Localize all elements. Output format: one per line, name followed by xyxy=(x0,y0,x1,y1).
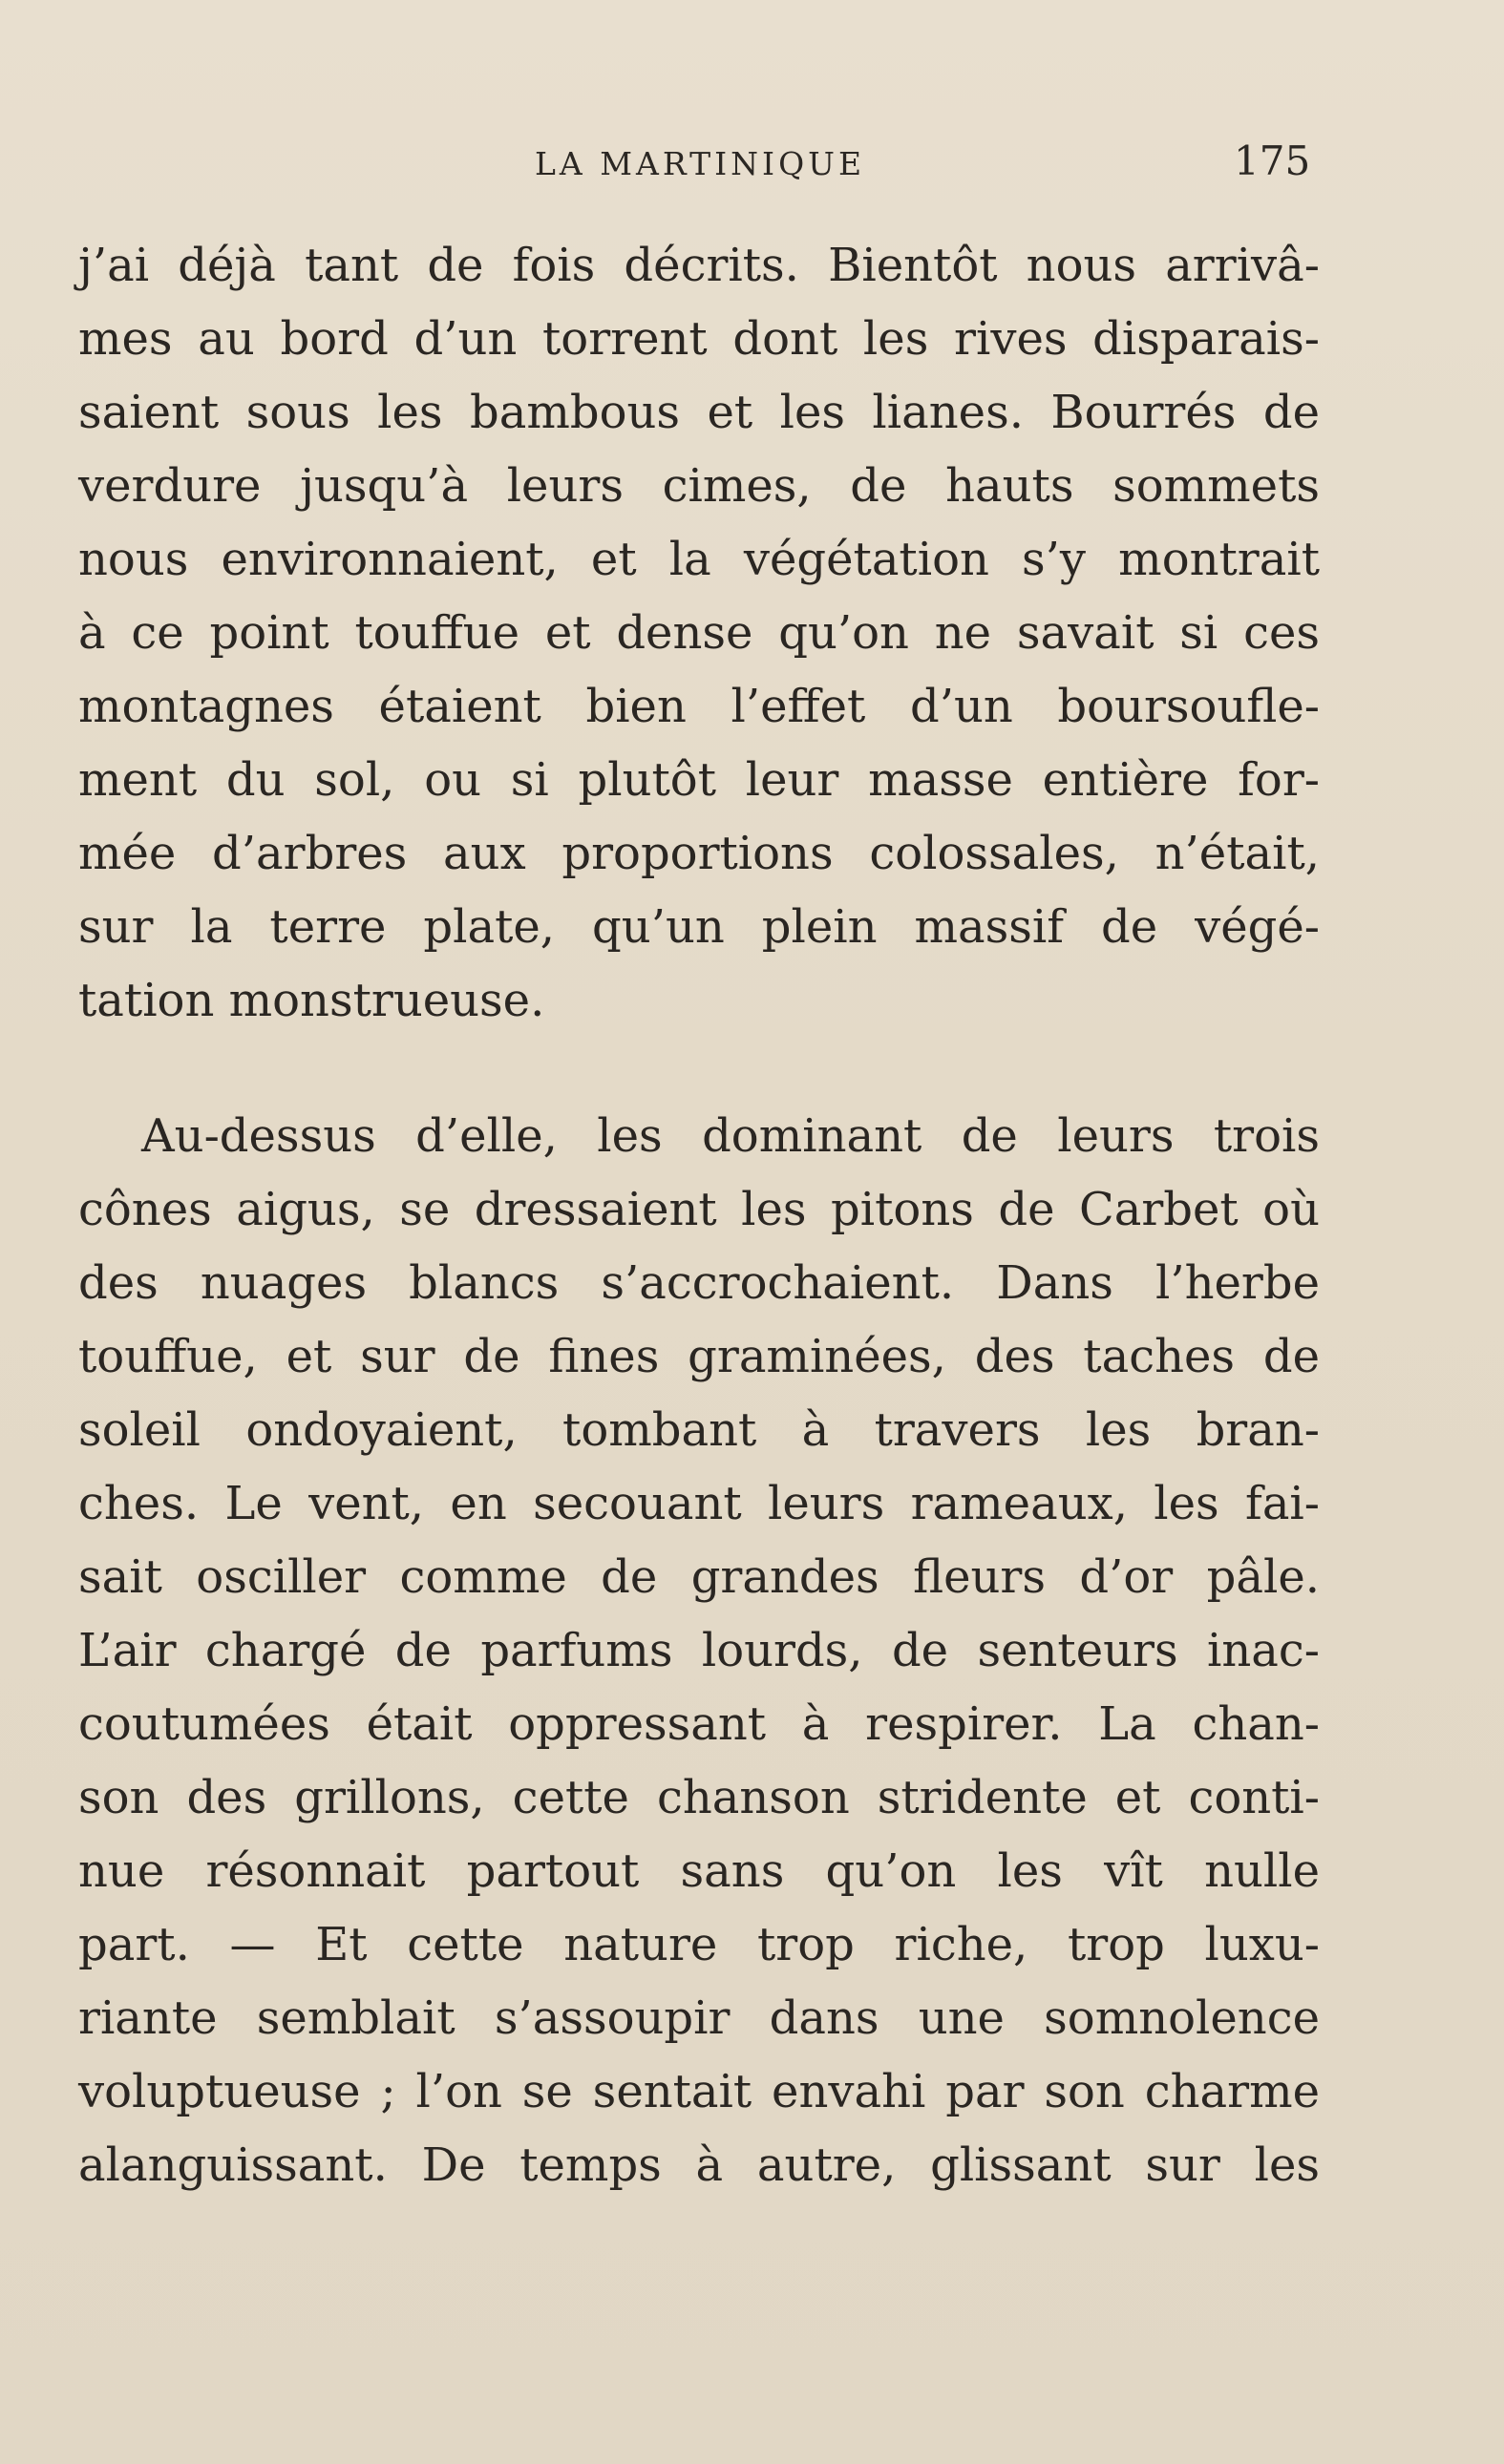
text-line: mes au bord d’un torrent dont les rives disparais- xyxy=(78,312,1320,366)
page-number: 175 xyxy=(1234,137,1311,184)
text-line: touffue, et sur de fines graminées, des taches de xyxy=(78,1330,1320,1383)
text-line: riante semblait s’assoupir dans une somnolence xyxy=(78,1991,1320,2045)
text-line: saient sous les bambous et les lianes. Bourrés de xyxy=(78,386,1320,439)
body-text xyxy=(78,229,1320,2202)
text-line: ment du sol, ou si plutôt leur masse entière for- xyxy=(78,753,1320,807)
text-line: ches. Le vent, en secouant leurs rameaux, les fai- xyxy=(78,1477,1320,1530)
running-header xyxy=(0,137,1504,199)
text-line: sait osciller comme de grandes fleurs d’or pâle. xyxy=(78,1550,1320,1604)
text-line: nue résonnait partout sans qu’on les vît nulle xyxy=(78,1844,1320,1898)
text-line: j’ai déjà tant de fois décrits. Bientôt nous arrivâ- xyxy=(78,239,1320,292)
text-line: coutumées était oppressant à respirer. La chan- xyxy=(78,1697,1320,1751)
text-line: voluptueuse ; l’on se sentait envahi par son charme xyxy=(78,2065,1320,2118)
text-line: verdure jusqu’à leurs cimes, de hauts sommets xyxy=(78,459,1320,513)
text-line: nous environnaient, et la végétation s’y montrait xyxy=(78,533,1320,586)
text-line: montagnes étaient bien l’effet d’un boursoufle- xyxy=(78,680,1320,733)
text-line: à ce point touffue et dense qu’on ne savait si ces xyxy=(78,606,1320,660)
text-line: soleil ondoyaient, tombant à travers les bran- xyxy=(78,1403,1320,1457)
paragraph-1 xyxy=(78,229,1320,1038)
text-line: tation monstrueuse. xyxy=(78,974,545,1027)
paragraph-2 xyxy=(78,1100,1320,2202)
paragraph-spacer xyxy=(78,1038,1320,1100)
text-line: Au-dessus d’elle, les dominant de leurs trois xyxy=(141,1109,1320,1163)
text-line: des nuages blancs s’accrochaient. Dans l’herbe xyxy=(78,1256,1320,1310)
text-line: mée d’arbres aux proportions colossales, n’était, xyxy=(78,827,1320,880)
text-line: son des grillons, cette chanson stridente et conti- xyxy=(78,1771,1320,1824)
text-line: alanguissant. De temps à autre, glissant sur les xyxy=(78,2138,1320,2192)
text-line: cônes aigus, se dressaient les pitons de Carbet où xyxy=(78,1183,1320,1236)
text-line: L’air chargé de parfums lourds, de senteurs inac- xyxy=(78,1624,1320,1677)
running-title: LA MARTINIQUE xyxy=(535,145,866,182)
text-line: sur la terre plate, qu’un plein massif de végé- xyxy=(78,900,1320,954)
text-line: part. — Et cette nature trop riche, trop luxu- xyxy=(78,1918,1320,1971)
